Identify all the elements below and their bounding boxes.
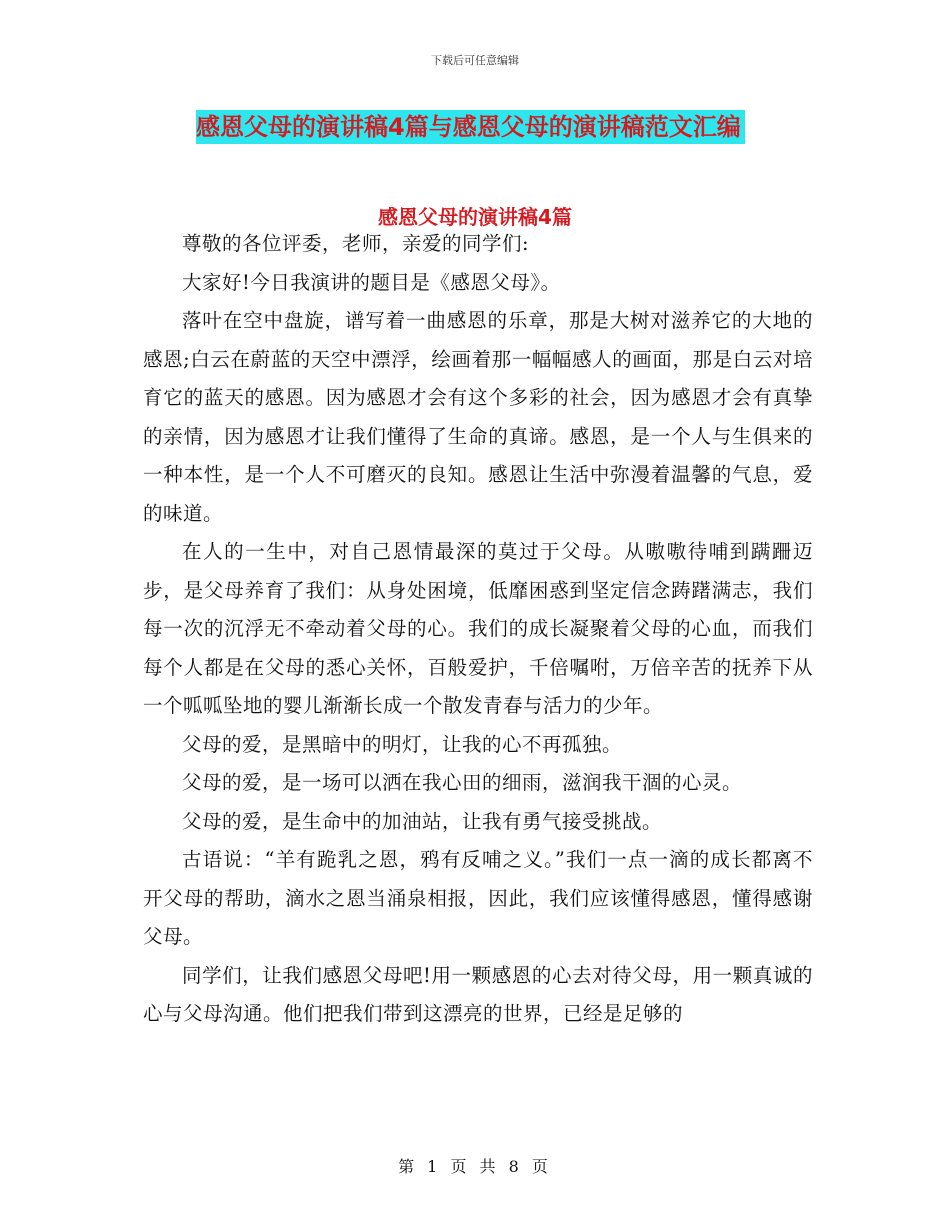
paragraph-intro: 大家好!今日我演讲的题目是《感恩父母》。 <box>182 270 561 294</box>
paragraph-parents-grace: 在人的一生中，对自己恩情最深的莫过于父母。从嗷嗷待哺到蹒跚迈步，是父母养育了我们：从身处困境，低靡困惑到坚定信念踌躇满志，我们每一次的沉浮无不牵动着父母的心。我们的成长凝聚着父母的心血，而我们每个人都是在父母的悉心关怀，百般爱护，千倍嘱咐，万倍辛苦的抚养下从一个呱呱坠地的婴儿渐渐长成一个散发青春与活力的少年。 <box>143 540 813 717</box>
header-note: 下载后可任意编辑 <box>431 54 519 67</box>
document-body <box>143 225 813 1034</box>
paragraph-greeting: 尊敬的各位评委，老师，亲爱的同学们: <box>182 232 530 255</box>
paragraph-proverb: 古语说：“羊有跪乳之恩，鸦有反哺之义。”我们一点一滴的成长都离不开父母的帮助，滴水之恩当涌泉相报，因此，我们应该懂得感恩，懂得感谢父母。 <box>143 848 813 948</box>
paragraph-leaves: 落叶在空中盘旋，谱写着一曲感恩的乐章，那是大树对滋养它的大地的感恩;白云在蔚蓝的天空中漂浮，绘画着那一幅幅感人的画面，那是白云对培育它的蓝天的感恩。因为感恩才会有这个多彩的社会，因为感恩才会有真挚的亲情，因为感恩才让我们懂得了生命的真谛。感恩，是一个人与生俱来的一种本性，是一个人不可磨灭的良知。感恩让生活中弥漫着温馨的气息，爱的味道。 <box>143 309 813 525</box>
document-title: 感恩父母的演讲稿4篇与感恩父母的演讲稿范文汇编 <box>196 110 745 144</box>
paragraph-love-lamp: 父母的爱，是黑暗中的明灯，让我的心不再孤独。 <box>182 732 623 756</box>
paragraph-call-to-action: 同学们，让我们感恩父母吧!用一颗感恩的心去对待父母，用一颗真诚的心与父母沟通。他们把我们带到这漂亮的世界，已经是足够的 <box>143 963 813 1025</box>
paragraph-love-rain: 父母的爱，是一场可以洒在我心田的细雨，滋润我干涸的心灵。 <box>182 771 743 794</box>
page-number-footer: 第 1 页 共 8 页 <box>398 1157 552 1176</box>
paragraph-love-station: 父母的爱，是生命中的加油站，让我有勇气接受挑战。 <box>182 809 663 833</box>
section-title: 感恩父母的演讲稿4篇 <box>378 205 572 229</box>
